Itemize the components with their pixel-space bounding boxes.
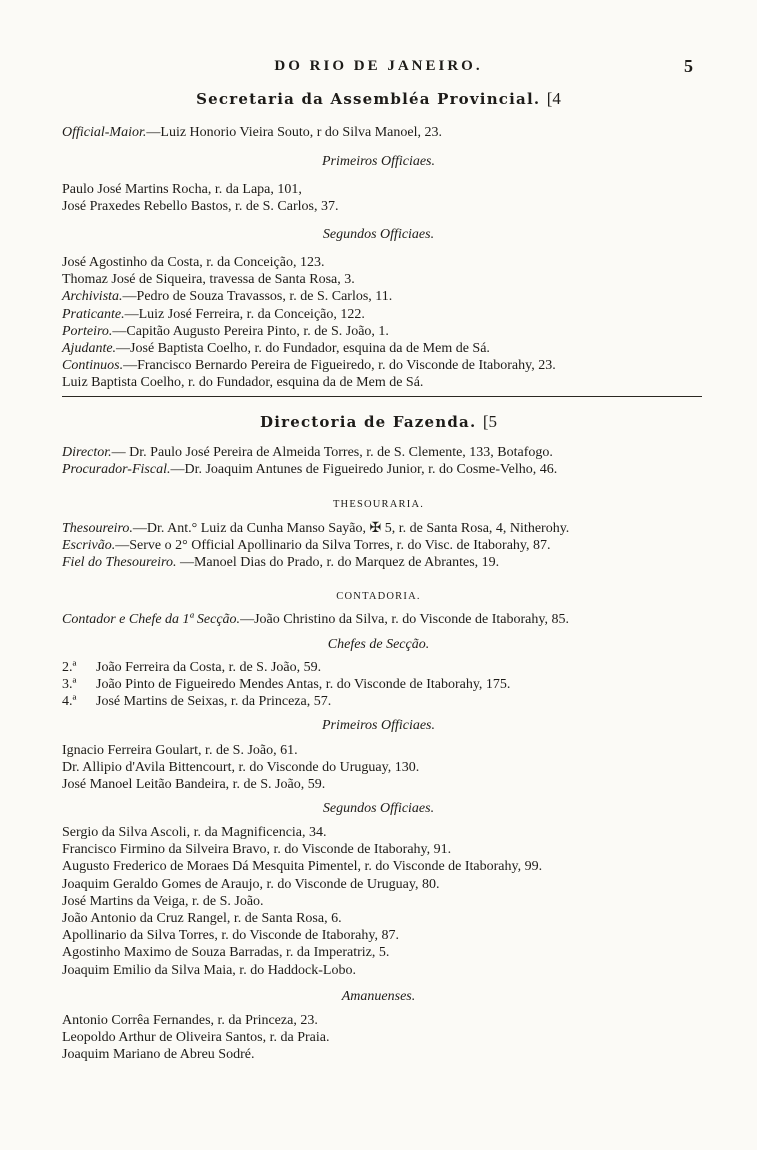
chefes-list xyxy=(62,659,710,711)
list-item: 3.ª João Pinto de Figueiredo Mendes Antas, r. do Visconde de Itaborahy, 175. xyxy=(62,677,511,693)
list-item: 4.ª José Martins de Seixas, r. da Princeza, 57. xyxy=(62,694,332,710)
list-item: Contador e Chefe da 1ª Secção.—João Christino da Silva, r. do Visconde de Itaborahy, 85. xyxy=(62,612,569,627)
list-item: José Agostinho da Costa, r. da Conceição, 123. xyxy=(62,255,325,270)
list-item: Antonio Corrêa Fernandes, r. da Princeza, 23. xyxy=(62,1013,318,1028)
list-item: Continuos.—Francisco Bernardo Pereira de Figueiredo, r. do Visconde de Itaborahy, 23. xyxy=(62,358,556,374)
list-item: José Martins da Veiga, r. de S. João. xyxy=(62,893,264,909)
thesouraria-heading: THESOURARIA. xyxy=(332,499,425,510)
thesouraria-list xyxy=(62,520,710,572)
list-item: José Manoel Leitão Bandeira, r. de S. João, 59. xyxy=(62,777,326,793)
amanuenses-list xyxy=(62,1012,710,1064)
list-item: Joaquim Mariano de Abreu Sodré. xyxy=(62,1047,255,1063)
entry-title: Official-Maior. xyxy=(62,125,147,140)
list-item: Luiz Baptista Coelho, r. do Fundador, esquina da de Mem de Sá. xyxy=(62,375,424,391)
segundos-heading: Segundos Officiaes. xyxy=(322,801,435,816)
list-item: Dr. Allipio d'Avila Bittencourt, r. do Visconde do Uruguay, 130. xyxy=(62,760,420,776)
primeiros-heading: Primeiros Officiaes. xyxy=(321,718,436,733)
contador-entry xyxy=(62,611,710,628)
list-item: Agostinho Maximo de Souza Barradas, r. da Imperatriz, 5. xyxy=(62,945,390,961)
chefes-heading: Chefes de Secção. xyxy=(327,637,430,652)
list-item: Thomaz José de Siqueira, travessa de Santa Rosa, 3. xyxy=(62,272,355,288)
treasury-section-title xyxy=(0,413,757,431)
assembly-second-officers xyxy=(62,254,710,392)
list-item: Ignacio Ferreira Goulart, r. de S. João, 61. xyxy=(62,743,298,758)
treasury-title-text: Directoria de Fazenda. xyxy=(260,413,477,431)
assembly-first-heading: Primeiros Officiaes. xyxy=(321,154,436,169)
section-divider xyxy=(62,396,702,397)
list-item: Joaquim Geraldo Gomes de Araujo, r. do Visconde de Uruguay, 80. xyxy=(62,876,440,892)
list-item: Porteiro.—Capitão Augusto Pereira Pinto, r. de S. João, 1. xyxy=(62,323,389,339)
primeiros-list xyxy=(62,742,710,794)
assembly-title-text: Secretaria da Assembléa Provincial. xyxy=(196,90,541,108)
treasury-directors xyxy=(62,444,710,478)
list-item: Thesoureiro.—Dr. Ant.° Luiz da Cunha Manso Sayão, ✠ 5, r. de Santa Rosa, 4, Nitherohy. xyxy=(62,521,570,536)
list-item: Joaquim Emilio da Silva Maia, r. do Haddock-Lobo. xyxy=(62,962,356,978)
list-item: Francisco Firmino da Silveira Bravo, r. do Visconde de Itaborahy, 91. xyxy=(62,842,452,858)
list-item: João Antonio da Cruz Rangel, r. de Santa Rosa, 6. xyxy=(62,911,342,927)
official-maior-entry xyxy=(62,124,442,141)
list-item: Escrivão.—Serve o 2° Official Apollinario da Silva Torres, r. do Visc. de Itaborahy, 87. xyxy=(62,538,551,554)
contadoria-heading: CONTADORIA. xyxy=(336,591,421,602)
list-item: Praticante.—Luiz José Ferreira, r. da Conceição, 122. xyxy=(62,306,365,322)
running-title: DO RIO DE JANEIRO. xyxy=(274,58,483,74)
list-item: Director.— Dr. Paulo José Pereira de Almeida Torres, r. de S. Clemente, 133, Botafogo. xyxy=(62,445,553,460)
list-item: Ajudante.—José Baptista Coelho, r. do Fundador, esquina da de Mem de Sá. xyxy=(62,341,490,357)
list-item: Procurador-Fiscal.—Dr. Joaquim Antunes de Figueiredo Junior, r. do Cosme-Velho, 46. xyxy=(62,462,558,478)
treasury-title-suffix: [5 xyxy=(482,412,497,431)
assembly-first-officers xyxy=(62,181,710,215)
list-item: Archivista.—Pedro de Souza Travassos, r. de S. Carlos, 11. xyxy=(62,289,393,305)
amanuenses-heading: Amanuenses. xyxy=(341,989,416,1004)
assembly-title-suffix: [4 xyxy=(546,89,561,108)
list-item: Leopoldo Arthur de Oliveira Santos, r. da Praia. xyxy=(62,1030,330,1046)
page-number: 5 xyxy=(684,56,693,76)
list-item: Paulo José Martins Rocha, r. da Lapa, 101, xyxy=(62,182,302,197)
segundos-list xyxy=(62,824,710,979)
list-item: Augusto Frederico de Moraes Dá Mesquita Pimentel, r. do Visconde de Itaborahy, 99. xyxy=(62,859,543,875)
assembly-section-title xyxy=(0,90,757,108)
list-item: 2.ª João Ferreira da Costa, r. de S. João, 59. xyxy=(62,660,322,675)
list-item: José Praxedes Rebello Bastos, r. de S. Carlos, 37. xyxy=(62,199,339,215)
list-item: Sergio da Silva Ascoli, r. da Magnificencia, 34. xyxy=(62,825,327,840)
assembly-second-heading: Segundos Officiaes. xyxy=(322,227,435,242)
list-item: Fiel do Thesoureiro. —Manoel Dias do Prado, r. do Marquez de Abrantes, 19. xyxy=(62,555,500,571)
entry-text: —Luiz Honorio Vieira Souto, r do Silva Manoel, 23. xyxy=(146,125,442,140)
list-item: Apollinario da Silva Torres, r. do Visconde de Itaborahy, 87. xyxy=(62,928,399,944)
